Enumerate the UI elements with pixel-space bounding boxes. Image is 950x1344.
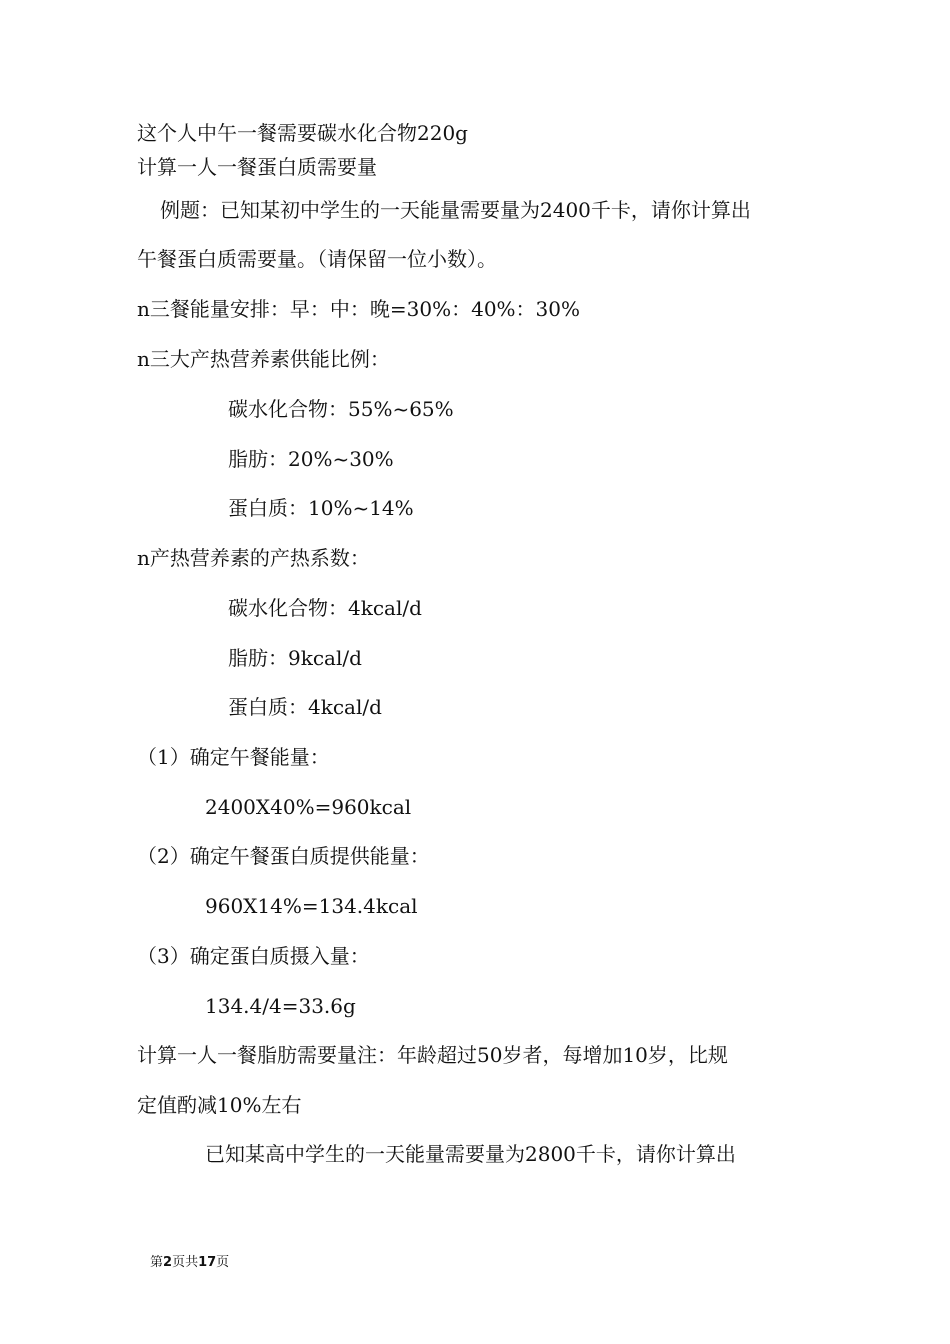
section-heading: 计算一人一餐蛋白质需要量 — [137, 155, 377, 179]
text-line: 定值酌减10%左右 — [137, 1093, 302, 1117]
text-line: 已知某高中学生的一天能量需要量为2800千卡，请你计算出 — [205, 1142, 736, 1166]
text-line: 蛋白质：10%~14% — [228, 496, 414, 520]
text-line: n产热营养素的产热系数： — [137, 546, 370, 570]
text-line: 脂肪：20%~30% — [228, 447, 394, 471]
text-line: n三餐能量安排：早：中：晚=30%：40%：30% — [137, 297, 580, 321]
text-line: n三大产热营养素供能比例： — [137, 347, 390, 371]
text-line: 午餐蛋白质需要量。（请保留一位小数）。 — [137, 247, 497, 271]
text-line: 碳水化合物：55%~65% — [228, 397, 454, 421]
footer-middle: 页共 — [172, 1255, 199, 1270]
formula-line: 134.4/4=33.6g — [205, 994, 356, 1018]
formula-line: 2400X40%=960kcal — [205, 795, 412, 819]
step-heading: （1）确定午餐能量： — [137, 745, 330, 769]
step-heading: （3）确定蛋白质摄入量： — [137, 944, 370, 968]
text-line: 碳水化合物：4kcal/d — [228, 596, 422, 620]
footer-page-number: 2 — [163, 1255, 173, 1270]
footer-total-pages: 17 — [198, 1255, 217, 1270]
text-line: 脂肪：9kcal/d — [228, 646, 362, 670]
step-heading: （2）确定午餐蛋白质提供能量： — [137, 844, 430, 868]
text-line: 例题：已知某初中学生的一天能量需要量为2400千卡，请你计算出 — [160, 198, 751, 222]
text-line: 蛋白质：4kcal/d — [228, 695, 382, 719]
footer-prefix: 第 — [150, 1255, 164, 1270]
page-footer — [150, 1254, 229, 1272]
footer-suffix: 页 — [216, 1255, 230, 1270]
text-line: 计算一人一餐脂肪需要量注：年龄超过50岁者，每增加10岁，比规 — [137, 1043, 728, 1067]
formula-line: 960X14%=134.4kcal — [205, 894, 418, 918]
text-line: 这个人中午一餐需要碳水化合物220g — [137, 121, 468, 145]
